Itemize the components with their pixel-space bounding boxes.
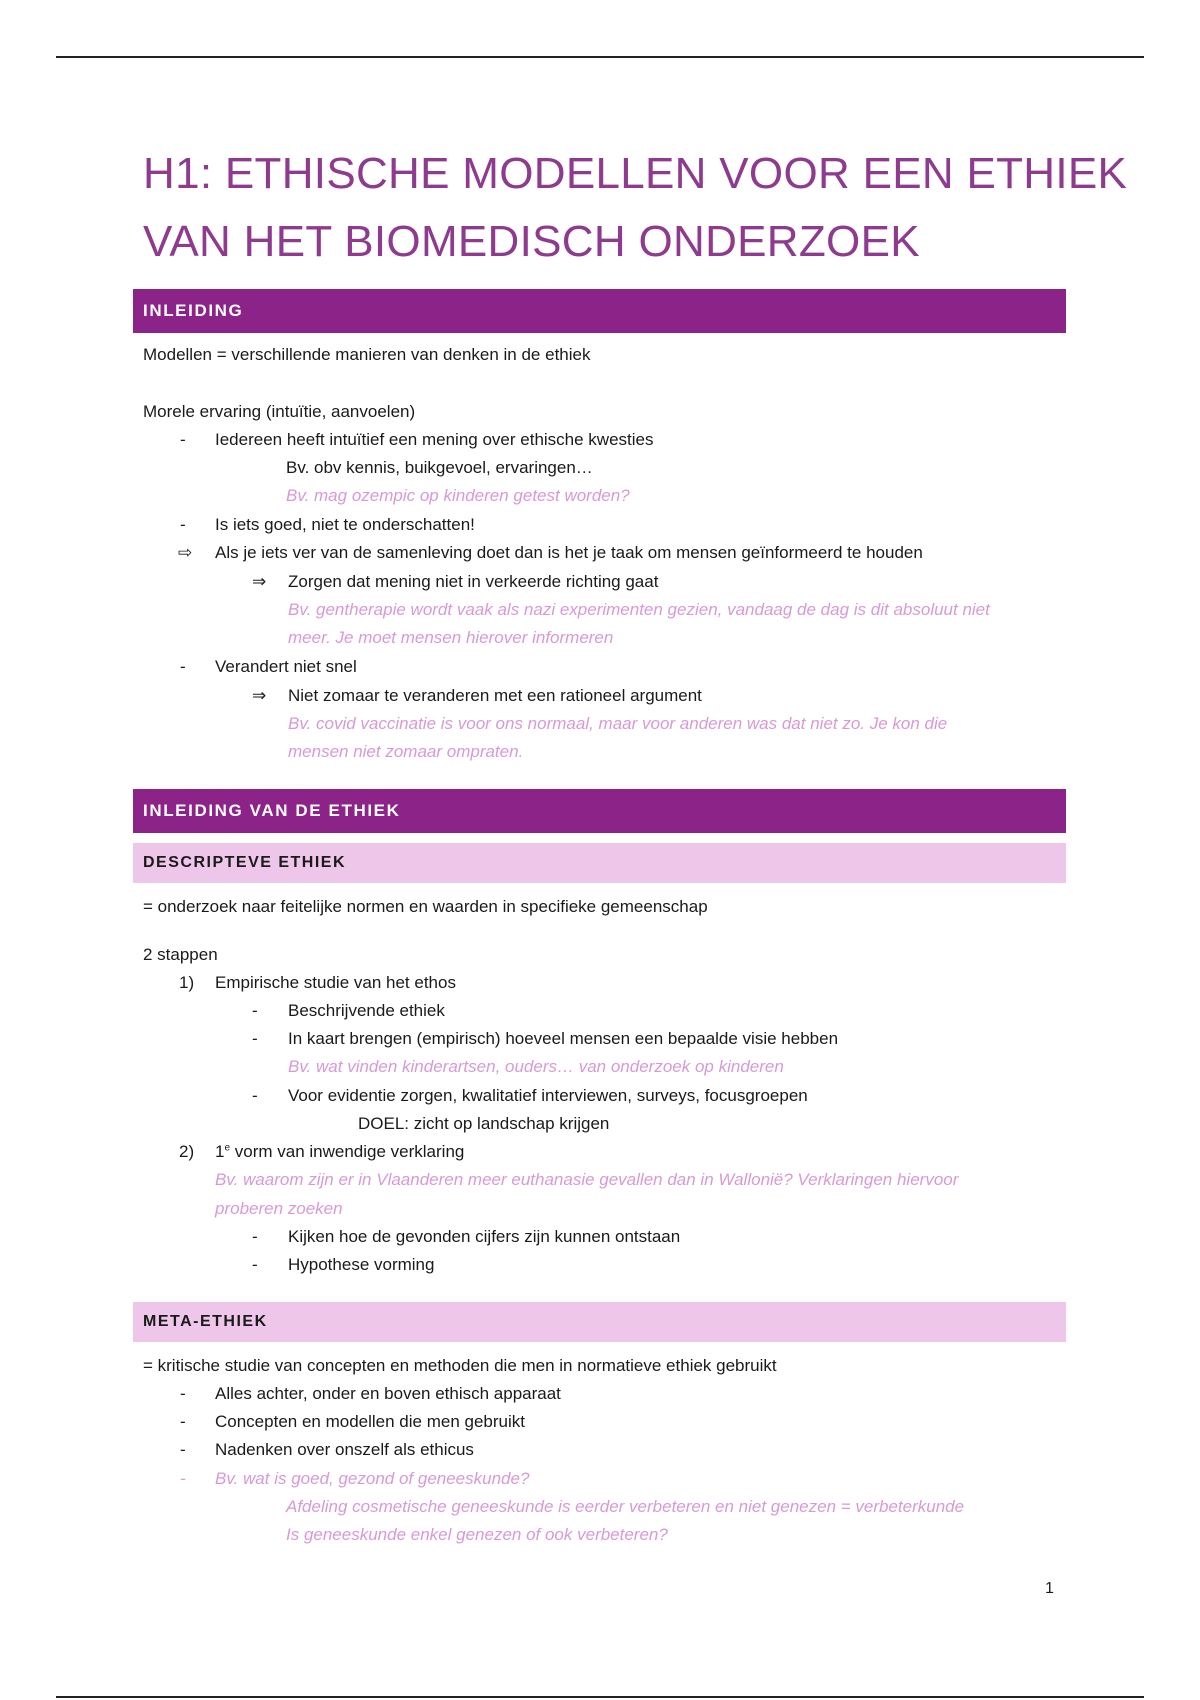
list-subitem: Beschrijvende ethiek xyxy=(288,1001,445,1020)
list-item xyxy=(215,1140,464,1164)
example-text: Is geneeskunde enkel genezen of ook verbeteren? xyxy=(286,1525,668,1544)
bullet-dash: - xyxy=(252,1227,258,1246)
list-item: Nadenken over onszelf als ethicus xyxy=(215,1440,474,1459)
list-item: Verandert niet snel xyxy=(215,657,357,676)
document-title xyxy=(143,140,1128,276)
list-subitem: Kijken hoe de gevonden cijfers zijn kunnen ontstaan xyxy=(288,1227,681,1246)
step2-ordinal-suffix: e xyxy=(224,1142,231,1154)
bottom-rule xyxy=(56,1696,1144,1698)
section-heading-inleiding-ethiek: INLEIDING VAN DE ETHIEK xyxy=(133,789,1066,833)
paragraph-modellen: Modellen = verschillende manieren van denken in de ethiek xyxy=(143,345,591,364)
list-number: 2) xyxy=(179,1142,195,1161)
bullet-dash: - xyxy=(252,1086,258,1105)
example-text: Bv. wat vinden kinderartsen, ouders… van onderzoek op kinderen xyxy=(288,1057,784,1076)
step2-ordinal: 1 xyxy=(215,1142,225,1161)
bullet-dash: - xyxy=(180,515,186,534)
list-item: Als je iets ver van de samenleving doet dan is het je taak om mensen geïnformeerd te houden xyxy=(215,543,923,562)
list-item: Alles achter, onder en boven ethisch apparaat xyxy=(215,1384,561,1403)
section-heading-inleiding: INLEIDING xyxy=(133,289,1066,333)
list-subitem: Voor evidentie zorgen, kwalitatief interviewen, surveys, focusgroepen xyxy=(288,1086,808,1105)
example-text: Bv. gentherapie wordt vaak als nazi experimenten gezien, vandaag de dag is dit absoluut niet xyxy=(288,600,990,619)
list-number: 1) xyxy=(179,973,195,992)
subsection-heading-meta-ethiek: META-ETHIEK xyxy=(133,1302,1066,1342)
list-item: Concepten en modellen die men gebruikt xyxy=(215,1412,525,1431)
double-arrow-icon: ⇒ xyxy=(252,572,267,591)
arrow-icon: ⇨ xyxy=(178,543,193,562)
bullet-dash: - xyxy=(180,1440,186,1459)
list-subitem: Bv. obv kennis, buikgevoel, ervaringen… xyxy=(286,458,593,477)
list-item: Is iets goed, niet te onderschatten! xyxy=(215,515,475,534)
bullet-dash: - xyxy=(180,657,186,676)
example-text: Bv. mag ozempic op kinderen getest worden? xyxy=(286,486,630,505)
paragraph-morele-ervaring: Morele ervaring (intuïtie, aanvoelen) xyxy=(143,402,416,421)
goal-text: DOEL: zicht op landschap krijgen xyxy=(358,1114,610,1133)
top-rule xyxy=(56,56,1144,58)
example-text: Bv. covid vaccinatie is voor ons normaal, maar voor anderen was dat niet zo. Je kon die xyxy=(288,714,948,733)
example-text: Afdeling cosmetische geneeskunde is eerder verbeteren en niet genezen = verbeterkunde xyxy=(286,1497,965,1516)
bullet-dash: - xyxy=(180,1469,186,1488)
double-arrow-icon: ⇒ xyxy=(252,686,267,705)
list-subitem: Zorgen dat mening niet in verkeerde richting gaat xyxy=(288,572,659,591)
step2-text: vorm van inwendige verklaring xyxy=(230,1142,465,1161)
title-line-2: VAN HET BIOMEDISCH ONDERZOEK xyxy=(143,217,920,266)
title-line-1: H1: ETHISCHE MODELLEN VOOR EEN ETHIEK xyxy=(143,149,1128,198)
bullet-dash: - xyxy=(180,430,186,449)
bullet-dash: - xyxy=(252,1029,258,1048)
list-item: Iedereen heeft intuïtief een mening over ethische kwesties xyxy=(215,430,654,449)
list-subitem: In kaart brengen (empirisch) hoeveel mensen een bepaalde visie hebben xyxy=(288,1029,839,1048)
bullet-dash: - xyxy=(252,1001,258,1020)
example-text: Bv. waarom zijn er in Vlaanderen meer euthanasie gevallen dan in Wallonië? Verklaringen hiervoor xyxy=(215,1170,959,1189)
example-text: mensen niet zomaar ompraten. xyxy=(288,742,524,761)
example-text: proberen zoeken xyxy=(215,1199,343,1218)
list-subitem: Hypothese vorming xyxy=(288,1255,435,1274)
subsection-heading-descriptieve: DESCRIPTEVE ETHIEK xyxy=(133,843,1066,883)
list-subitem: Niet zomaar te veranderen met een rationeel argument xyxy=(288,686,702,705)
list-item: Empirische studie van het ethos xyxy=(215,973,456,992)
bullet-dash: - xyxy=(180,1384,186,1403)
definition-text: = onderzoek naar feitelijke normen en waarden in specifieke gemeenschap xyxy=(143,897,708,916)
definition-text: = kritische studie van concepten en methoden die men in normatieve ethiek gebruikt xyxy=(143,1356,777,1375)
example-text: Bv. wat is goed, gezond of geneeskunde? xyxy=(215,1469,530,1488)
bullet-dash: - xyxy=(252,1255,258,1274)
paragraph-steps: 2 stappen xyxy=(143,945,218,964)
bullet-dash: - xyxy=(180,1412,186,1431)
example-text: meer. Je moet mensen hierover informeren xyxy=(288,628,614,647)
page-number: 1 xyxy=(1045,1580,1054,1597)
